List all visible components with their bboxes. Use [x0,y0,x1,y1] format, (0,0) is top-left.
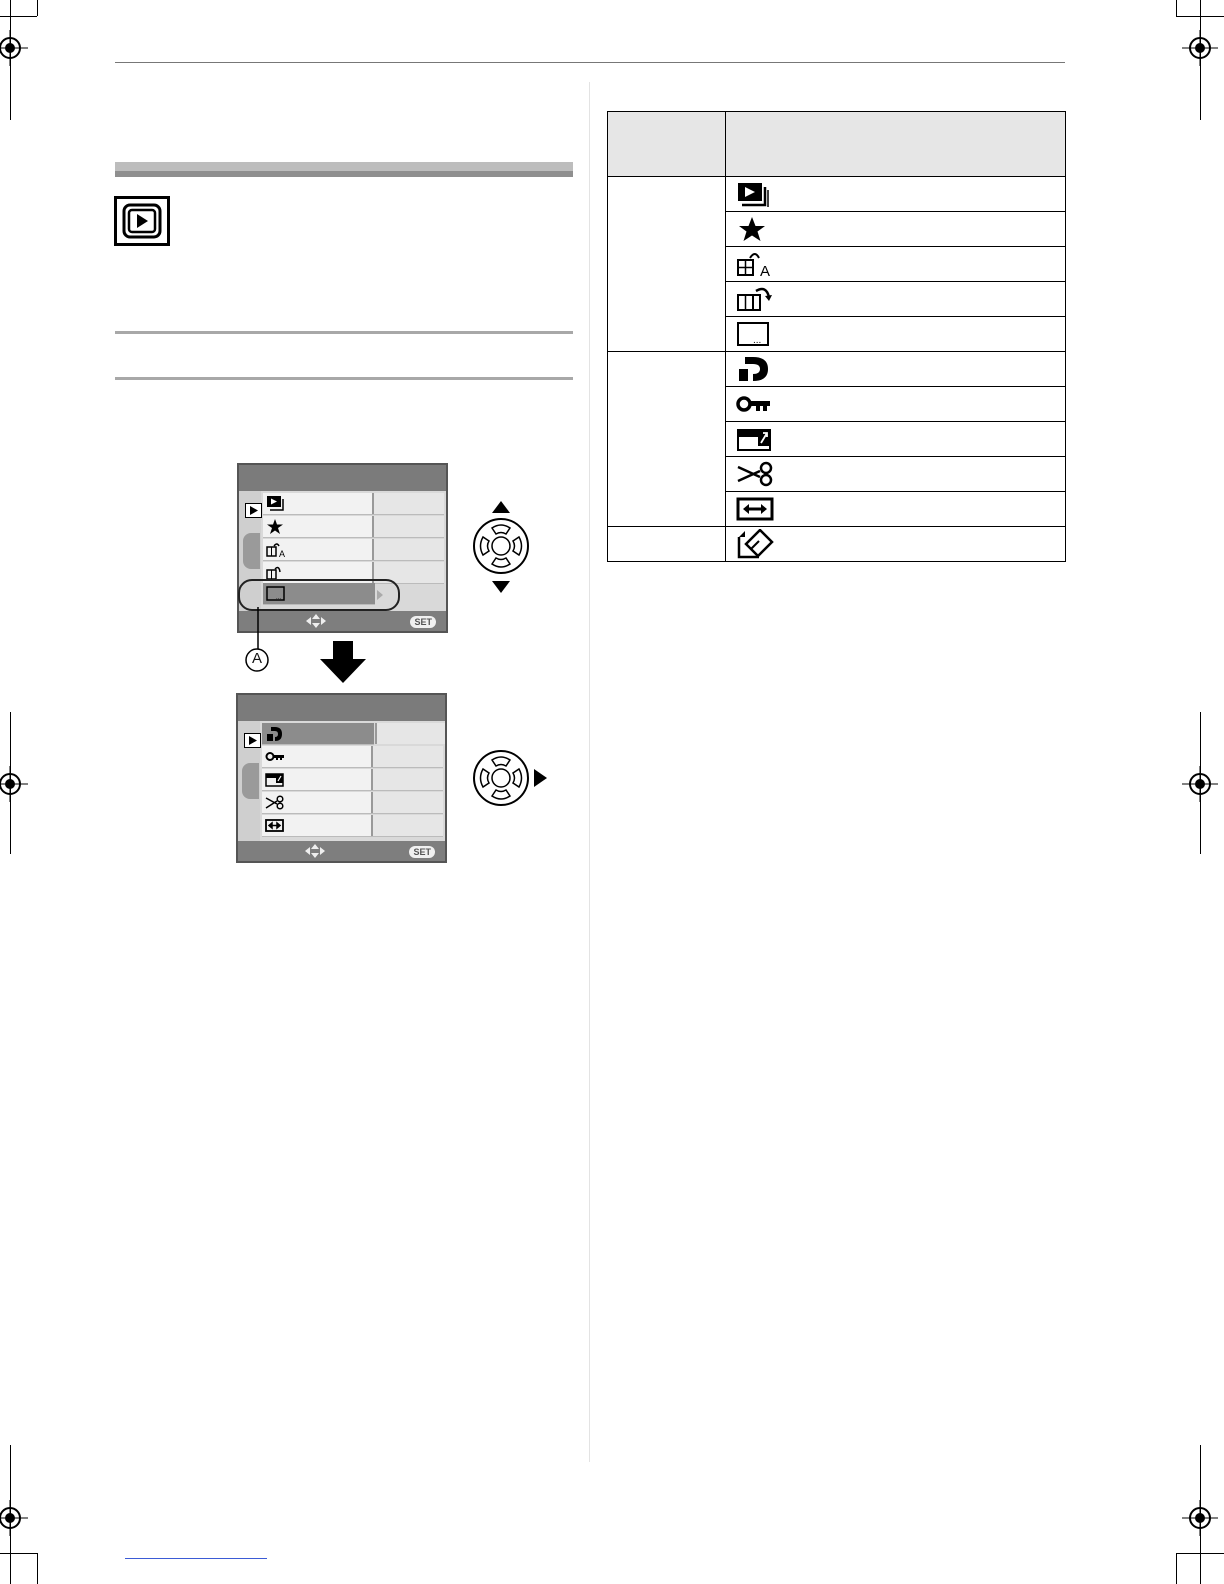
menu-items-table [607,111,1066,562]
favorites-star-icon [736,216,770,242]
setting-value [371,792,443,813]
table-row [608,527,1066,562]
auto-rotate-icon [736,250,776,278]
resize-icon [736,425,772,453]
rotate-icon [736,285,776,313]
registration-mark-icon [0,766,28,802]
table-header-cell [608,112,726,177]
cursor-right-icon [470,748,550,808]
crop-mark [1176,0,1177,16]
crop-mark [1176,1553,1177,1584]
play-tab-icon[interactable] [244,733,261,748]
cursor-nav-icon [305,613,327,629]
table-cell [726,422,1066,457]
set-button-label: SET [410,616,436,628]
table-cell [726,282,1066,317]
svg-text:A: A [279,549,286,558]
crop-mark [10,0,11,120]
svg-text:A: A [760,263,771,278]
menu-row-trimming[interactable] [262,792,443,814]
table-cell [726,387,1066,422]
crop-mark [37,1553,38,1584]
cursor-up-down-icon [470,500,532,594]
setting-value [375,723,447,744]
setting-value [371,769,443,790]
table-cell [726,527,1066,562]
svg-text:...: ... [276,595,282,601]
column-divider [589,82,590,1462]
format-erase-icon [736,529,776,559]
header-rule [115,62,1065,63]
aspect-conversion-icon [265,817,285,834]
table-cell [726,457,1066,492]
crop-mark [37,0,38,16]
crop-mark [1200,1445,1201,1584]
setting-value [372,493,444,514]
cursor-nav-icon [304,843,326,859]
table-cell [726,177,1066,212]
slide-show-icon [266,495,286,512]
menu-row-auto-rotate[interactable] [263,539,444,561]
screen-title-bar [238,695,445,721]
registration-mark-icon [0,1500,28,1536]
dpof-print-icon [736,355,772,383]
trimming-scissors-icon [736,461,774,487]
screen-bottom-bar [238,841,445,861]
aspect-conversion-icon [736,496,774,522]
screen-title-bar [239,465,446,491]
protect-key-icon [265,748,285,765]
footer-link-underline[interactable] [125,1558,267,1559]
crop-mark [10,712,11,854]
crop-mark [1200,712,1201,854]
group-cell [608,352,726,527]
down-arrow-icon [320,641,366,683]
section-heading-band [115,162,573,177]
table-cell [726,317,1066,352]
setup-tab-wrench-icon[interactable] [243,533,260,569]
menu-row-favorites[interactable] [263,516,444,538]
setting-value [371,746,443,767]
protect-key-icon [736,391,772,417]
svg-text:...: ... [753,335,762,346]
play-tab-icon[interactable] [245,503,262,518]
setting-value [371,815,443,836]
crop-mark [0,1553,37,1554]
menu-row-resize[interactable] [262,769,443,791]
table-row [608,352,1066,387]
table-header-cell [726,112,1066,177]
set-button-label: SET [409,846,435,858]
step-divider [115,377,573,380]
crop-mark [0,16,37,17]
table-cell [726,247,1066,282]
resize-icon [265,771,285,788]
registration-mark-icon [0,30,28,66]
table-cell [726,352,1066,387]
table-row [608,177,1066,212]
camera-menu-screen-2 [236,693,447,863]
favorites-star-icon [266,518,286,535]
table-cell [726,212,1066,247]
menu-row-aspect-conversion[interactable] [262,815,443,837]
title-edit-icon [736,320,772,348]
setting-value [372,539,444,560]
table-header-row [608,112,1066,177]
callout-label-a: A [251,650,262,667]
step-divider [115,331,573,334]
setup-tab-wrench-icon[interactable] [242,763,259,799]
crop-mark [1200,0,1201,120]
table-cell [726,492,1066,527]
play-mode-icon [114,196,170,246]
crop-mark [10,1445,11,1584]
menu-row-protect[interactable] [262,746,443,768]
setting-value [372,516,444,537]
menu-tab-column [238,721,260,841]
group-cell [608,177,726,352]
slide-show-icon [736,181,770,207]
menu-row-dpof-selected[interactable] [262,723,374,745]
dpof-print-icon [265,725,285,742]
menu-row-slide-show[interactable] [263,493,444,515]
trimming-scissors-icon [265,794,285,811]
auto-rotate-icon [266,541,286,558]
group-cell [608,527,726,562]
